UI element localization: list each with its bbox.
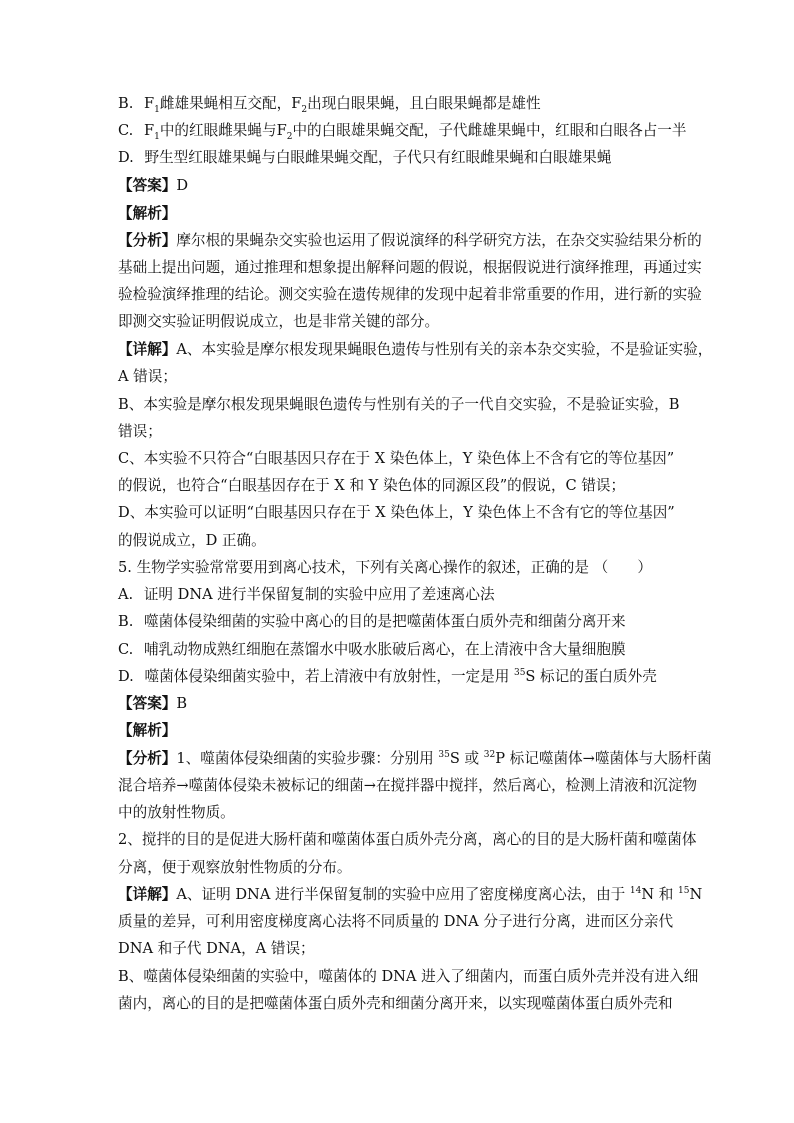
q5-fenxi-line-2: 混合培养→噬菌体侵染未被标记的细菌→在搅拌器中搅拌，然后离心，检测上清液和沉淀物: [118, 777, 698, 794]
q5-fenxi-line-3: 中的放射性物质。: [118, 804, 235, 821]
q4-xiangjie-a-2: A 错误；: [118, 368, 177, 385]
q4-xiangjie-b-2: 错误；: [118, 423, 162, 440]
q4-option-b: B. $F_1$雌雄果蝇相互交配，$F_2$出现白眼果蝇，且白眼果蝇都是雄性: [118, 95, 541, 115]
q4-answer: 【答案】D: [118, 177, 189, 194]
q5-fenxi-line-4: 2、搅拌的目的是促进大肠杆菌和噬菌体蛋白质外壳分离，离心的目的是大肠杆菌和噬菌体: [118, 831, 697, 848]
q4-fenxi-line-1: 【分析】摩尔根的果蝇杂交实验也运用了假说演绎的科学研究方法，在杂交实验结果分析的: [118, 232, 702, 249]
q5-fenxi-line-5: 分离，便于观察放射性物质的分布。: [118, 859, 352, 876]
q4-fenxi-line-4: 即测交实验证明假说成立，也是非常关键的部分。: [118, 313, 440, 330]
q4-option-c: C. $F_1$中的红眼雌果蝇与$F_2$中的白眼雄果蝇交配，子代雌雄果蝇中，红眼和白眼各占一半: [118, 122, 687, 142]
q4-fenxi-line-3: 验检验演绎推理的结论。测交实验在遗传规律的发现中起着非常重要的作用，进行新的实验: [118, 286, 702, 303]
q4-fenxi-line-2: 基础上提出问题，通过推理和想象提出解释问题的假说，根据假说进行演绎推理，再通过实: [118, 259, 702, 276]
q4-xiangjie-d-2: 的假说成立，D 正确。: [118, 532, 266, 549]
q5-option-c: C. 哺乳动物成熟红细胞在蒸馏水中吸水胀破后离心，在上清液中含大量细胞膜: [118, 641, 626, 658]
q4-xiangjie-c-1: C、本实验不只符合“白眼基因只存在于 X 染色体上，Y 染色体上不含有它的等位基因”: [118, 450, 675, 467]
q5-xiangjie-a-2: 质量的差异，可利用密度梯度离心法将不同质量的 DNA 分子进行分离，进而区分亲代: [118, 913, 674, 930]
q5-fenxi-line-1: 【分析】1、噬菌体侵染细菌的实验步骤：分别用 $^{35}$S 或 $^{32}$P 标记噬菌体→噬菌体与大肠杆菌: [118, 750, 712, 767]
q4-xiangjie-b-1: B、本实验是摩尔根发现果蝇眼色遗传与性别有关的子一代自交实验，不是验证实验，B: [118, 396, 680, 413]
q5-xiangjie-a-1: 【详解】A、证明 DNA 进行半保留复制的实验中应用了密度梯度离心法，由于 $^{14}$N 和 $^{15}$N: [118, 886, 703, 903]
q5-stem: 5. 生物学实验常常要用到离心技术，下列有关离心操作的叙述，正确的是 （ ）: [118, 559, 652, 576]
q4-xiangjie-c-2: 的假说，也符合“白眼基因存在于 X 和 Y 染色体的同源区段”的假说，C 错误；: [118, 477, 626, 494]
q5-answer: 【答案】B: [118, 695, 188, 712]
q5-xiangjie-b-2: 菌内，离心的目的是把噬菌体蛋白质外壳和细菌分离开来，以实现噬菌体蛋白质外壳和: [118, 995, 673, 1012]
q4-analysis-heading: 【解析】: [118, 205, 177, 222]
q4-xiangjie-d-1: D、本实验可以证明“白眼基因只存在于 X 染色体上，Y 染色体上不含有它的等位基因”: [118, 504, 675, 521]
q5-xiangjie-a-3: DNA 和子代 DNA，A 错误；: [118, 940, 315, 957]
q5-option-b: B. 噬菌体侵染细菌的实验中离心的目的是把噬菌体蛋白质外壳和细菌分离开来: [118, 613, 626, 630]
q5-xiangjie-b-1: B、噬菌体侵染细菌的实验中，噬菌体的 DNA 进入了细菌内，而蛋白质外壳并没有进入细: [118, 968, 699, 985]
q4-xiangjie-a-1: 【详解】A、本实验是摩尔根发现果蝇眼色遗传与性别有关的亲本杂交实验，不是验证实验，: [118, 341, 713, 358]
q5-option-d: D. 噬菌体侵染细菌实验中，若上清液中有放射性，一定是用 $^{35}$S 标记的蛋白质外壳: [118, 668, 657, 685]
q5-analysis-heading: 【解析】: [118, 722, 177, 739]
q4-option-d: D. 野生型红眼雄果蝇与白眼雌果蝇交配，子代只有红眼雌果蝇和白眼雄果蝇: [118, 149, 612, 166]
q5-option-a: A. 证明 DNA 进行半保留复制的实验中应用了差速离心法: [118, 586, 495, 603]
